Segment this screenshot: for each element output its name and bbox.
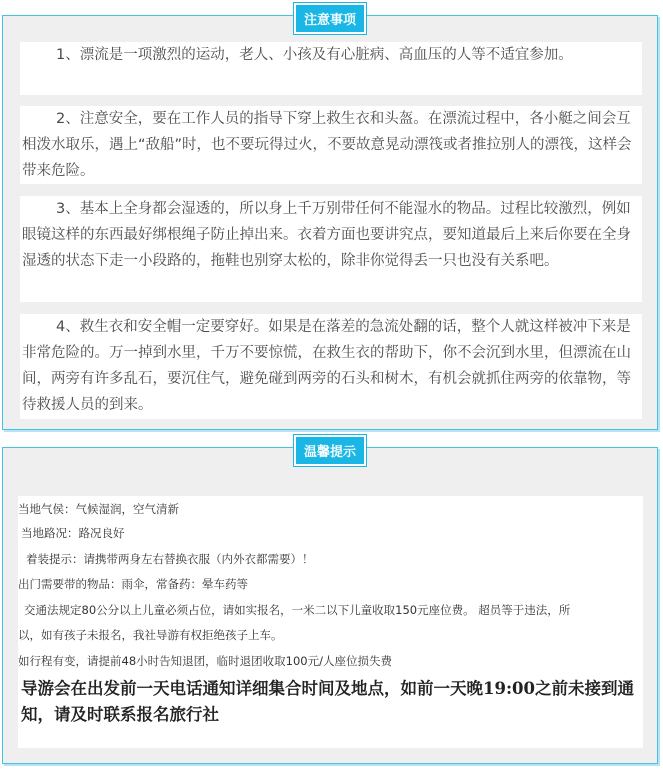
tips-content: [18, 496, 643, 748]
tip-children-rule: 交通法规定80公分以上儿童必须占位，请如实报名，一米二以下儿童收取150元座位费。 超员等于违法，所: [24, 603, 571, 617]
tip-weather: 当地气侯：气候湿润，空气清新: [18, 502, 179, 516]
note-item-2: 2、注意安全，要在工作人员的指导下穿上救生衣和头盔。在漂流过程中，各小艇之间会互相泼水取乐，遇上“敌船”时，也不要玩得过火，不要故意晃动漂筏或者推拉别人的漂筏，这样会带来危险。: [20, 106, 642, 184]
tip-road: 当地路况：路况良好: [21, 526, 125, 540]
tip-cancellation: 如行程有变，请提前48小时告知退团，临时退团收取100元/人座位损失费: [18, 654, 392, 668]
tips-title: 温馨提示: [294, 435, 366, 466]
note-item-3: 3、基本上全身都会湿透的，所以身上千万别带任何不能湿水的物品。过程比较激烈，例如眼镜这样的东西最好绑根绳子防止掉出来。衣着方面也要讲究点，要知道最后上来后你要在全身湿透的状态下走一小段路的，拖鞋也别穿太松的，除非你觉得丢一只也没有关系吧。: [20, 196, 642, 302]
tip-items: 出门需要带的物品：雨伞，常备药：晕车药等: [18, 577, 248, 591]
tip-clothing: 着装提示：请携带两身左右替换衣服（内外衣都需要）！: [26, 552, 314, 566]
tip-children-rule-cont: 以，如有孩子未报名，我社导游有权拒绝孩子上车。: [18, 628, 283, 642]
note-item-4: 4、救生衣和安全帽一定要穿好。如果是在落差的急流处翻的话，整个人就这样被冲下来是非常危险的。万一掉到水里，千万不要惊慌，在救生衣的帮助下，你不会沉到水里，但漂流在山间，两旁有许多乱石，要沉住气，避免碰到两旁的石头和树木，有机会就抓住两旁的依靠物，等待救援人员的到来。: [20, 314, 642, 419]
tips-panel: [2, 447, 658, 764]
tip-guide-notice: 导游会在出发前一天电话通知详细集合时间及地点，如前一天晚19:00之前未接到通知，请及时联系报名旅行社: [21, 679, 635, 724]
notes-panel: [2, 15, 658, 430]
note-item-1: 1、漂流是一项激烈的运动，老人、小孩及有心脏病、高血压的人等不适宜参加。: [20, 42, 642, 95]
notes-title: 注意事项: [294, 3, 366, 34]
